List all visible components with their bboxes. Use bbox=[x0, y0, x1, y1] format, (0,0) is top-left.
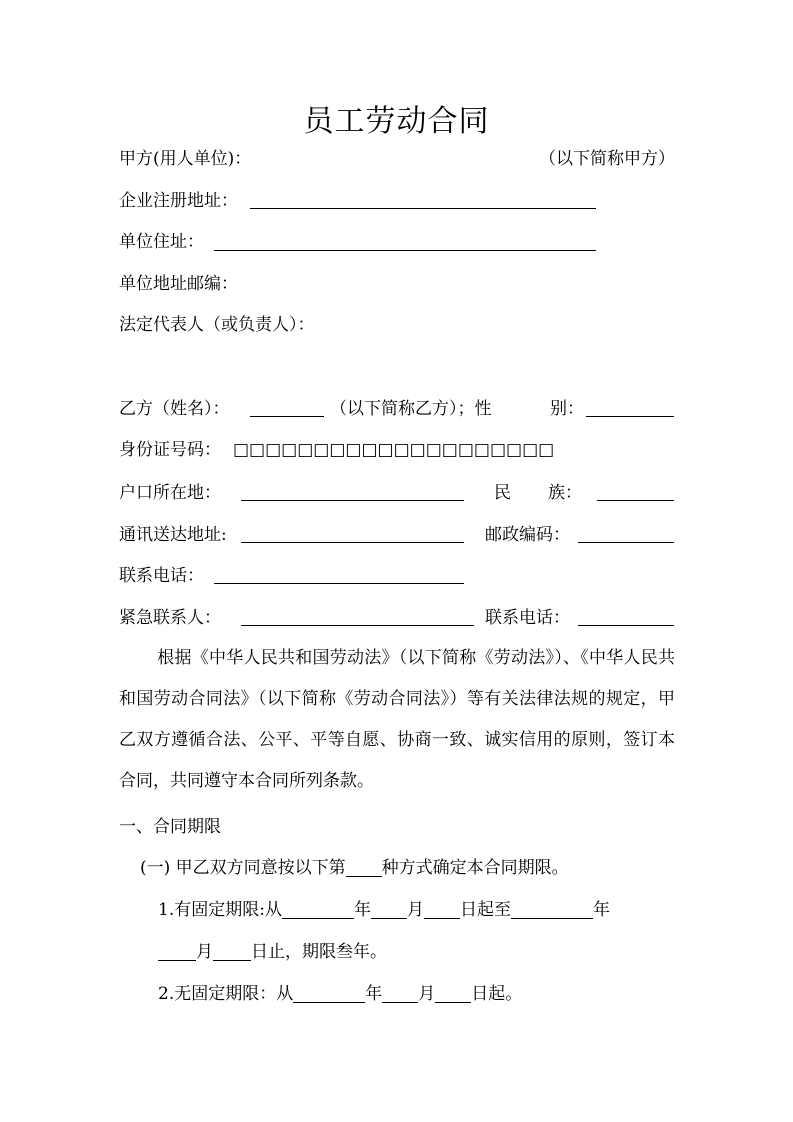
hukou-field[interactable] bbox=[241, 500, 464, 501]
mail-address-field[interactable] bbox=[241, 542, 464, 543]
unit-address-field[interactable] bbox=[214, 250, 596, 251]
day-start-text: 日起至 bbox=[459, 900, 511, 920]
end-year-text: 年 bbox=[592, 900, 610, 920]
party-b-name-field[interactable] bbox=[250, 416, 324, 417]
open-year-text: 年 bbox=[365, 984, 383, 1004]
party-a-label: 甲方(用人单位)： bbox=[119, 149, 252, 169]
unit-address-label: 单位住址： bbox=[119, 232, 204, 252]
gender-field[interactable] bbox=[586, 416, 674, 417]
end-day-field[interactable] bbox=[213, 942, 251, 961]
postcode-label: 单位地址邮编： bbox=[119, 274, 238, 294]
open-start-year-field[interactable] bbox=[293, 984, 365, 1003]
start-year-field[interactable] bbox=[282, 900, 354, 919]
phone-field[interactable] bbox=[214, 583, 464, 584]
ethnic-label-1: 民 bbox=[494, 483, 511, 503]
clause-1-suffix: 种方式确定本合同期限。 bbox=[381, 858, 569, 878]
day-end-text: 日止，期限叁年。 bbox=[251, 942, 387, 962]
hukou-label: 户口所在地： bbox=[119, 483, 221, 503]
end-month-field[interactable] bbox=[158, 942, 196, 961]
emergency-contact-field[interactable] bbox=[241, 625, 474, 626]
end-year-field[interactable] bbox=[511, 900, 593, 919]
mail-address-label: 通讯送达地址: bbox=[119, 525, 227, 545]
party-b-name-suffix: （以下简称乙方）；性 bbox=[330, 399, 492, 419]
emergency-phone-field[interactable] bbox=[578, 625, 674, 626]
reg-address-field[interactable] bbox=[250, 208, 596, 209]
postal-code-label: 邮政编码： bbox=[485, 525, 570, 545]
preamble-text: 根据《中华人民共和国劳动法》（以下简称《劳动法》）、《中华人民共和国劳动合同法》（以下简称《劳动合同法》）等有关法律法规的规定，甲乙双方遵循合法、公平、平等自愿、协商一致、诚实信用的原则，签订本合同，共同遵守本合同所列条款。 bbox=[119, 648, 675, 791]
end-month-text: 月 bbox=[196, 942, 213, 962]
option-2-prefix: 2.无固定期限：从 bbox=[158, 984, 294, 1004]
open-month-text: 月 bbox=[418, 984, 436, 1004]
year-text: 年 bbox=[353, 900, 371, 920]
ethnic-field[interactable] bbox=[597, 500, 674, 501]
open-start-month-field[interactable] bbox=[382, 984, 418, 1003]
option-1-line-2 bbox=[158, 940, 387, 964]
option-1-prefix: 1.有固定期限:从 bbox=[158, 900, 282, 920]
party-b-name-label: 乙方（姓名）： bbox=[119, 399, 230, 419]
ethnic-label-2: 族： bbox=[548, 483, 582, 503]
reg-address-label: 企业注册地址： bbox=[119, 191, 238, 211]
start-month-field[interactable] bbox=[371, 900, 407, 919]
preamble-paragraph bbox=[119, 638, 675, 802]
clause-1 bbox=[140, 856, 569, 880]
gender-label: 别： bbox=[550, 399, 584, 419]
option-2-line bbox=[158, 982, 522, 1006]
open-start-day-field[interactable] bbox=[435, 984, 471, 1003]
emergency-phone-label: 联系电话： bbox=[485, 608, 570, 628]
option-1-line-1 bbox=[158, 898, 610, 922]
postal-code-field[interactable] bbox=[578, 542, 674, 543]
section-1-heading: 一、合同期限 bbox=[119, 817, 221, 837]
month-text: 月 bbox=[406, 900, 424, 920]
day-from-text: 日起。 bbox=[471, 984, 523, 1004]
id-number-boxes[interactable]: □□□□□□□□□□□□□□□□□□□□ bbox=[233, 440, 555, 460]
emergency-contact-label: 紧急联系人： bbox=[119, 608, 221, 628]
legal-rep-label: 法定代表人（或负责人）： bbox=[119, 315, 315, 335]
start-day-field[interactable] bbox=[424, 900, 460, 919]
contract-title: 员工劳动合同 bbox=[303, 104, 490, 139]
party-a-suffix: （以下简称甲方） bbox=[539, 149, 675, 169]
clause-1-prefix: (一) 甲乙双方同意按以下第 bbox=[140, 858, 346, 878]
phone-label: 联系电话： bbox=[119, 566, 204, 586]
id-number-label: 身份证号码： bbox=[119, 440, 221, 460]
method-number-field[interactable] bbox=[346, 858, 382, 877]
